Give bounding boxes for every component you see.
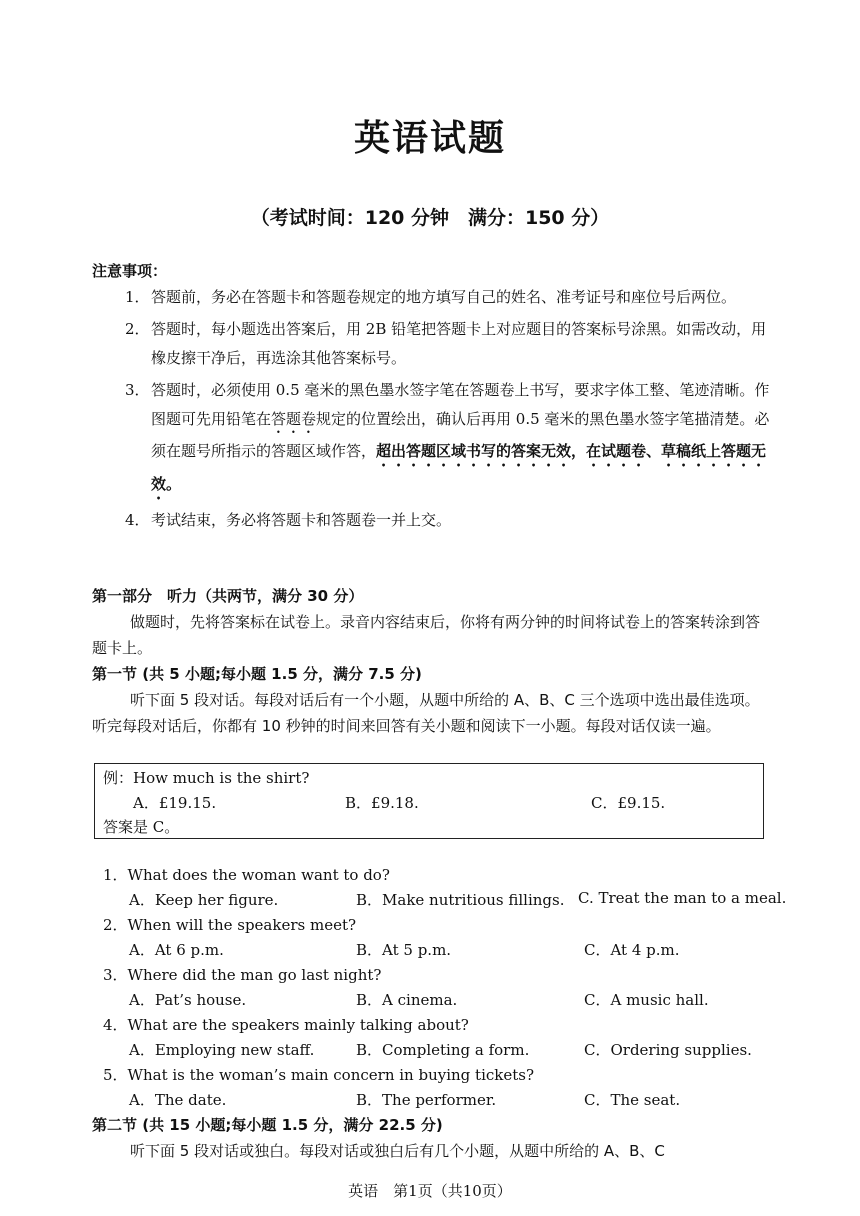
option-a: A．The date. <box>129 1091 227 1109</box>
option-b: B．At 5 p.m. <box>356 941 452 959</box>
notice-number: 2． <box>125 320 150 338</box>
option-b: B．A cinema. <box>356 991 458 1009</box>
option-a: A．Pat’s house. <box>129 991 247 1009</box>
exam-info: （考试时间：120 分钟 满分：150 分） <box>250 207 610 229</box>
page-footer: 英语 第1页（共10页） <box>348 1182 512 1200</box>
part1-heading: 第一部分 听力（共两节，满分 30 分） <box>92 587 364 605</box>
section1-heading: 第一节 (共 5 小题;每小题 1.5 分，满分 7.5 分) <box>92 665 422 683</box>
emphasized-warning: 超出答题区域书写的答案无效，在试题卷、草稿纸上答题无效。 <box>151 442 767 493</box>
option-c: C．At 4 p.m. <box>584 941 680 959</box>
question-5: 5．What is the woman’s main concern in buying tickets? <box>103 1066 535 1084</box>
page-title: 英语试题 <box>353 117 506 159</box>
example-option-b: B．£9.18. <box>345 794 419 812</box>
question-2: 2．When will the speakers meet? <box>103 916 357 934</box>
option-c: C．The seat. <box>584 1091 681 1109</box>
notice-text: 答题时，每小题选出答案后，用 2B 铅笔把答题卡上对应题目的答案标号涂黑。如需改动，用橡皮擦干净后，再选涂其他答案标号。 <box>151 320 767 367</box>
notice-number: 3． <box>125 381 150 399</box>
example-box <box>94 763 764 839</box>
notice-item <box>125 376 775 503</box>
notice-text-part: 规定的位置绘出，确认后再用 0.5 毫米的黑色墨水签字笔描清楚。必须在题号所指示的答题区域作答， <box>151 410 770 460</box>
notice-number: 4． <box>125 511 150 529</box>
section2-intro: 听下面 5 段对话或独白。每段对话或独白后有几个小题，从题中所给的 A、B、C <box>130 1142 665 1160</box>
notice-item <box>125 283 775 312</box>
option-c: C. Treat the man to a meal. <box>578 889 787 907</box>
option-a: A．Employing new staff. <box>129 1041 315 1059</box>
example-option-c: C．£9.15. <box>591 794 666 812</box>
section2-heading: 第二节 (共 15 小题;每小题 1.5 分，满分 22.5 分) <box>92 1116 443 1134</box>
question-3: 3．Where did the man go last night? <box>103 966 382 984</box>
option-a: A．Keep her figure. <box>129 891 279 909</box>
notice-number: 1． <box>125 288 150 306</box>
option-c: C．A music hall. <box>584 991 709 1009</box>
notice-text-part: 答题时，必须使用 0.5 毫米的黑色墨水签字笔在答题卷上书写，要求字体工整、笔迹清晰。作图题可先用铅笔在 <box>151 381 770 428</box>
notice-text <box>151 376 775 503</box>
part1-intro: 做题时，先将答案标在试卷上。录音内容结束后，你将有两分钟的时间将试卷上的答案转涂到答题卡上。 <box>92 613 761 657</box>
example-question: 例：How much is the shirt? <box>103 769 310 787</box>
emphasized-text: 答题卷 <box>271 410 317 428</box>
example-option-a: A．£19.15. <box>133 794 217 812</box>
notice-list <box>125 283 775 538</box>
notice-heading: 注意事项： <box>92 262 168 280</box>
option-b: B．The performer. <box>356 1091 497 1109</box>
question-1: 1．What does the woman want to do? <box>103 866 390 884</box>
option-b: B．Make nutritious fillings. <box>356 891 565 909</box>
option-a: A．At 6 p.m. <box>129 941 224 959</box>
notice-text: 考试结束，务必将答题卡和答题卷一并上交。 <box>151 511 452 529</box>
example-answer: 答案是 C。 <box>103 818 180 836</box>
option-c: C．Ordering supplies. <box>584 1041 752 1059</box>
notice-item <box>125 506 775 535</box>
question-4: 4．What are the speakers mainly talking about? <box>103 1016 469 1034</box>
option-b: B．Completing a form. <box>356 1041 530 1059</box>
notice-text: 答题前，务必在答题卡和答题卷规定的地方填写自己的姓名、准考证号和座位号后两位。 <box>151 288 737 306</box>
section1-intro: 听下面 5 段对话。每段对话后有一个小题，从题中所给的 A、B、C 三个选项中选出最佳选项。听完每段对话后，你都有 10 秒钟的时间来回答有关小题和阅读下一小题。每段对话仅读一遍。 <box>92 691 760 735</box>
notice-item <box>125 315 775 373</box>
